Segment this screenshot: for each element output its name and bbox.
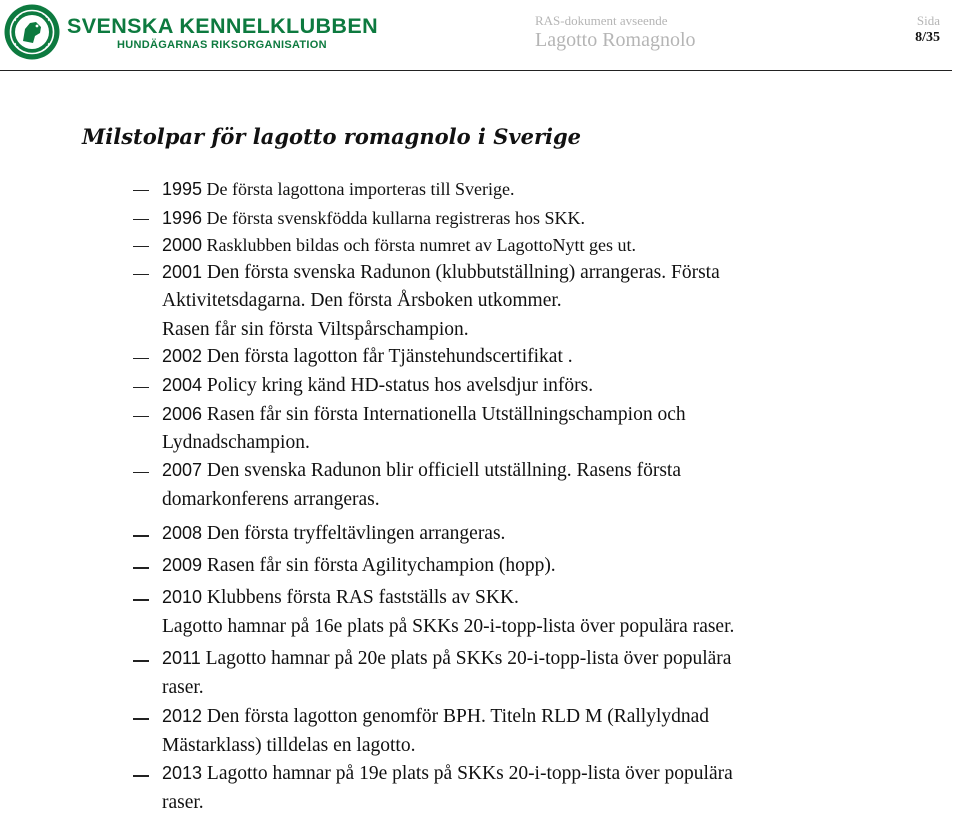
milestone-text: Den första tryffeltävlingen arrangeras.: [206, 523, 506, 544]
list-bullet-dash: [133, 387, 149, 388]
page-header: [0, 0, 960, 74]
milestone-year: 2013: [162, 763, 203, 783]
milestone-text: raser.: [162, 677, 204, 698]
milestone-text: De första svenskfödda kullarna registreras hos SKK.: [206, 208, 585, 228]
list-bullet-dash: [133, 190, 149, 191]
milestone-text: Lagotto hamnar på 16e plats på SKKs 20-i-topp-lista över populära raser.: [162, 616, 735, 637]
skk-seal-icon: [3, 3, 61, 61]
list-bullet-dash: [133, 246, 149, 247]
milestone-year: 2011: [162, 648, 201, 668]
page-heading: Milstolpar för lagotto romagnolo i Sverige: [82, 124, 582, 149]
document-type: RAS-dokument avseende: [535, 13, 668, 28]
milestone-text: Rasen får sin första Viltspårschampion.: [162, 319, 469, 340]
list-bullet-dash: [133, 718, 149, 720]
list-bullet-dash: [133, 599, 149, 601]
list-bullet-dash: [133, 358, 149, 359]
milestone-year: 2009: [162, 555, 203, 575]
milestone-year: 2012: [162, 706, 203, 726]
milestone-text: Lagotto hamnar på 20e plats på SKKs 20-i-topp-lista över populära: [205, 648, 732, 669]
org-name: SVENSKA KENNELKLUBBEN: [67, 14, 379, 38]
milestone-text: Aktivitetsdagarna. Den första Årsboken utkommer.: [162, 290, 562, 311]
milestone-year: 1996: [162, 208, 203, 228]
milestone-text: Rasen får sin första Internationella Utställningschampion och: [206, 404, 686, 425]
milestone-year: 2007: [162, 460, 203, 480]
list-bullet-dash: [133, 274, 149, 275]
milestone-text: Mästarklass) tilldelas en lagotto.: [162, 735, 416, 756]
list-bullet-dash: [133, 416, 149, 417]
milestone-text: domarkonferens arrangeras.: [162, 489, 380, 510]
milestone-year: 1995: [162, 179, 203, 199]
list-bullet-dash: [133, 567, 149, 569]
milestone-text: Lydnadschampion.: [162, 432, 310, 453]
list-bullet-dash: [133, 535, 149, 537]
page-number: 8/35: [915, 30, 940, 45]
milestone-text: raser.: [162, 792, 204, 813]
milestone-year: 2000: [162, 235, 203, 255]
milestone-year: 2006: [162, 404, 203, 424]
list-bullet-dash: [133, 660, 149, 662]
page-label: Sida: [916, 13, 940, 28]
header-divider: [0, 70, 952, 71]
milestone-text: Rasklubben bildas och första numret av LagottoNytt ges ut.: [206, 235, 636, 255]
org-subtitle: HUNDÄGARNAS RIKSORGANISATION: [117, 39, 327, 51]
milestone-year: 2001: [162, 262, 203, 282]
milestone-text: Rasen får sin första Agilitychampion (hopp).: [206, 555, 556, 576]
milestone-year: 2008: [162, 523, 203, 543]
milestone-year: 2010: [162, 587, 203, 607]
milestone-text: De första lagottona importeras till Sverige.: [206, 179, 515, 199]
list-bullet-dash: [133, 775, 149, 777]
list-bullet-dash: [133, 219, 149, 220]
milestone-text: Den första svenska Radunon (klubbutställning) arrangeras. Första: [206, 262, 720, 283]
milestone-text: Klubbens första RAS fastställs av SKK.: [206, 587, 519, 608]
milestone-text: Den första lagotton får Tjänstehundscertifikat .: [206, 346, 573, 367]
milestone-year: 2002: [162, 346, 203, 366]
milestone-year: 2004: [162, 375, 203, 395]
document-title: Lagotto Romagnolo: [535, 29, 696, 51]
list-bullet-dash: [133, 472, 149, 473]
milestone-text: Den första lagotton genomför BPH. Titeln RLD M (Rallylydnad: [206, 706, 710, 727]
milestone-text: Den svenska Radunon blir officiell utställning. Rasens första: [206, 460, 681, 481]
milestone-text: Policy kring känd HD-status hos avelsdjur införs.: [206, 375, 594, 396]
milestone-text: Lagotto hamnar på 19e plats på SKKs 20-i-topp-lista över populära: [206, 763, 733, 784]
